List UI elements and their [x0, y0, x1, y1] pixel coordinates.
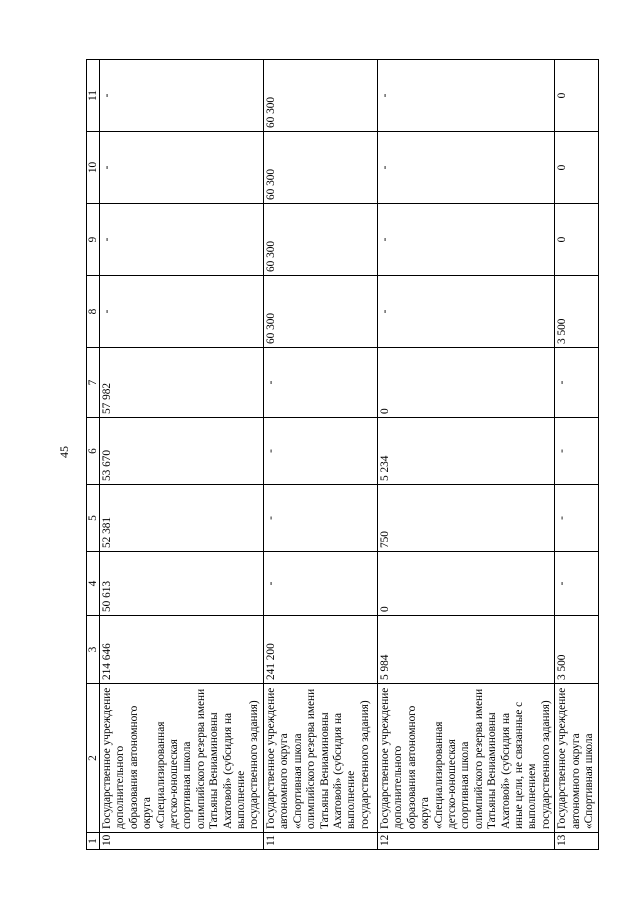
value-cell: 3 500 [555, 616, 599, 684]
value-cell: - [555, 348, 599, 418]
column-header: 9 [87, 204, 100, 276]
value-cell: - [263, 348, 377, 418]
value-cell: 57 982 [100, 348, 264, 418]
column-header: 7 [87, 348, 100, 418]
value-cell: 53 670 [100, 418, 264, 485]
value-cell: 750 [377, 485, 554, 552]
table-row [100, 60, 264, 850]
institution-name: Государственное учреждение дополнительного образования автономного округа «Специализированная детско-юношеская спортивная школа олимпийского резерва имени Татьяны Вениаминовны Ахатовой» (субсидия на иные цели, не связанные с выполнением государственного задания) [377, 684, 554, 833]
institution-name: Государственное учреждение автономного округа «Спортивная школа [555, 684, 599, 833]
value-cell: 50 613 [100, 552, 264, 616]
value-cell: 0 [377, 348, 554, 418]
value-cell: 60 300 [263, 276, 377, 348]
value-cell: - [377, 204, 554, 276]
column-header: 10 [87, 132, 100, 204]
value-cell: 0 [555, 204, 599, 276]
value-cell: - [100, 204, 264, 276]
column-header: 1 [87, 833, 100, 850]
value-cell: - [555, 485, 599, 552]
column-header: 3 [87, 616, 100, 684]
value-cell: 60 300 [263, 60, 377, 132]
value-cell: - [100, 60, 264, 132]
value-cell: 214 646 [100, 616, 264, 684]
column-header: 6 [87, 418, 100, 485]
value-cell: - [377, 60, 554, 132]
value-cell: 5 234 [377, 418, 554, 485]
rotated-page [86, 60, 595, 850]
value-cell: 60 300 [263, 132, 377, 204]
row-number: 12 [377, 833, 554, 850]
value-cell: 0 [377, 552, 554, 616]
value-cell: - [377, 276, 554, 348]
column-header: 2 [87, 684, 100, 833]
value-cell: - [263, 552, 377, 616]
value-cell: 60 300 [263, 204, 377, 276]
row-number: 13 [555, 833, 599, 850]
value-cell: 0 [555, 60, 599, 132]
value-cell: - [555, 418, 599, 485]
column-header: 11 [87, 60, 100, 132]
value-cell: 241 200 [263, 616, 377, 684]
column-header: 4 [87, 552, 100, 616]
page-number: 45 [57, 446, 71, 458]
value-cell: 3 500 [555, 276, 599, 348]
funding-table [86, 59, 599, 850]
table-row [555, 60, 599, 850]
row-number: 10 [100, 833, 264, 850]
value-cell: - [263, 485, 377, 552]
row-number: 11 [263, 833, 377, 850]
value-cell: 5 984 [377, 616, 554, 684]
value-cell: - [100, 132, 264, 204]
column-header: 5 [87, 485, 100, 552]
column-header: 8 [87, 276, 100, 348]
value-cell: - [100, 276, 264, 348]
institution-name: Государственное учреждение автономного округа «Спортивная школа олимпийского резерва имени Татьяны Вениаминовны Ахатовой» (субсидия на выполнение государственного задания) [263, 684, 377, 833]
table-row [263, 60, 377, 850]
value-cell: - [263, 418, 377, 485]
value-cell: 0 [555, 132, 599, 204]
institution-name: Государственное учреждение дополнительного образования автономного округа «Специализированная детско-юношеская спортивная школа олимпийского резерва имени Татьяны Вениаминовны Ахатовой» (субсидия на выполнение государственного задания) [100, 684, 264, 833]
value-cell: - [377, 132, 554, 204]
value-cell: - [555, 552, 599, 616]
header-row [87, 60, 100, 850]
value-cell: 52 381 [100, 485, 264, 552]
table-row [377, 60, 554, 850]
